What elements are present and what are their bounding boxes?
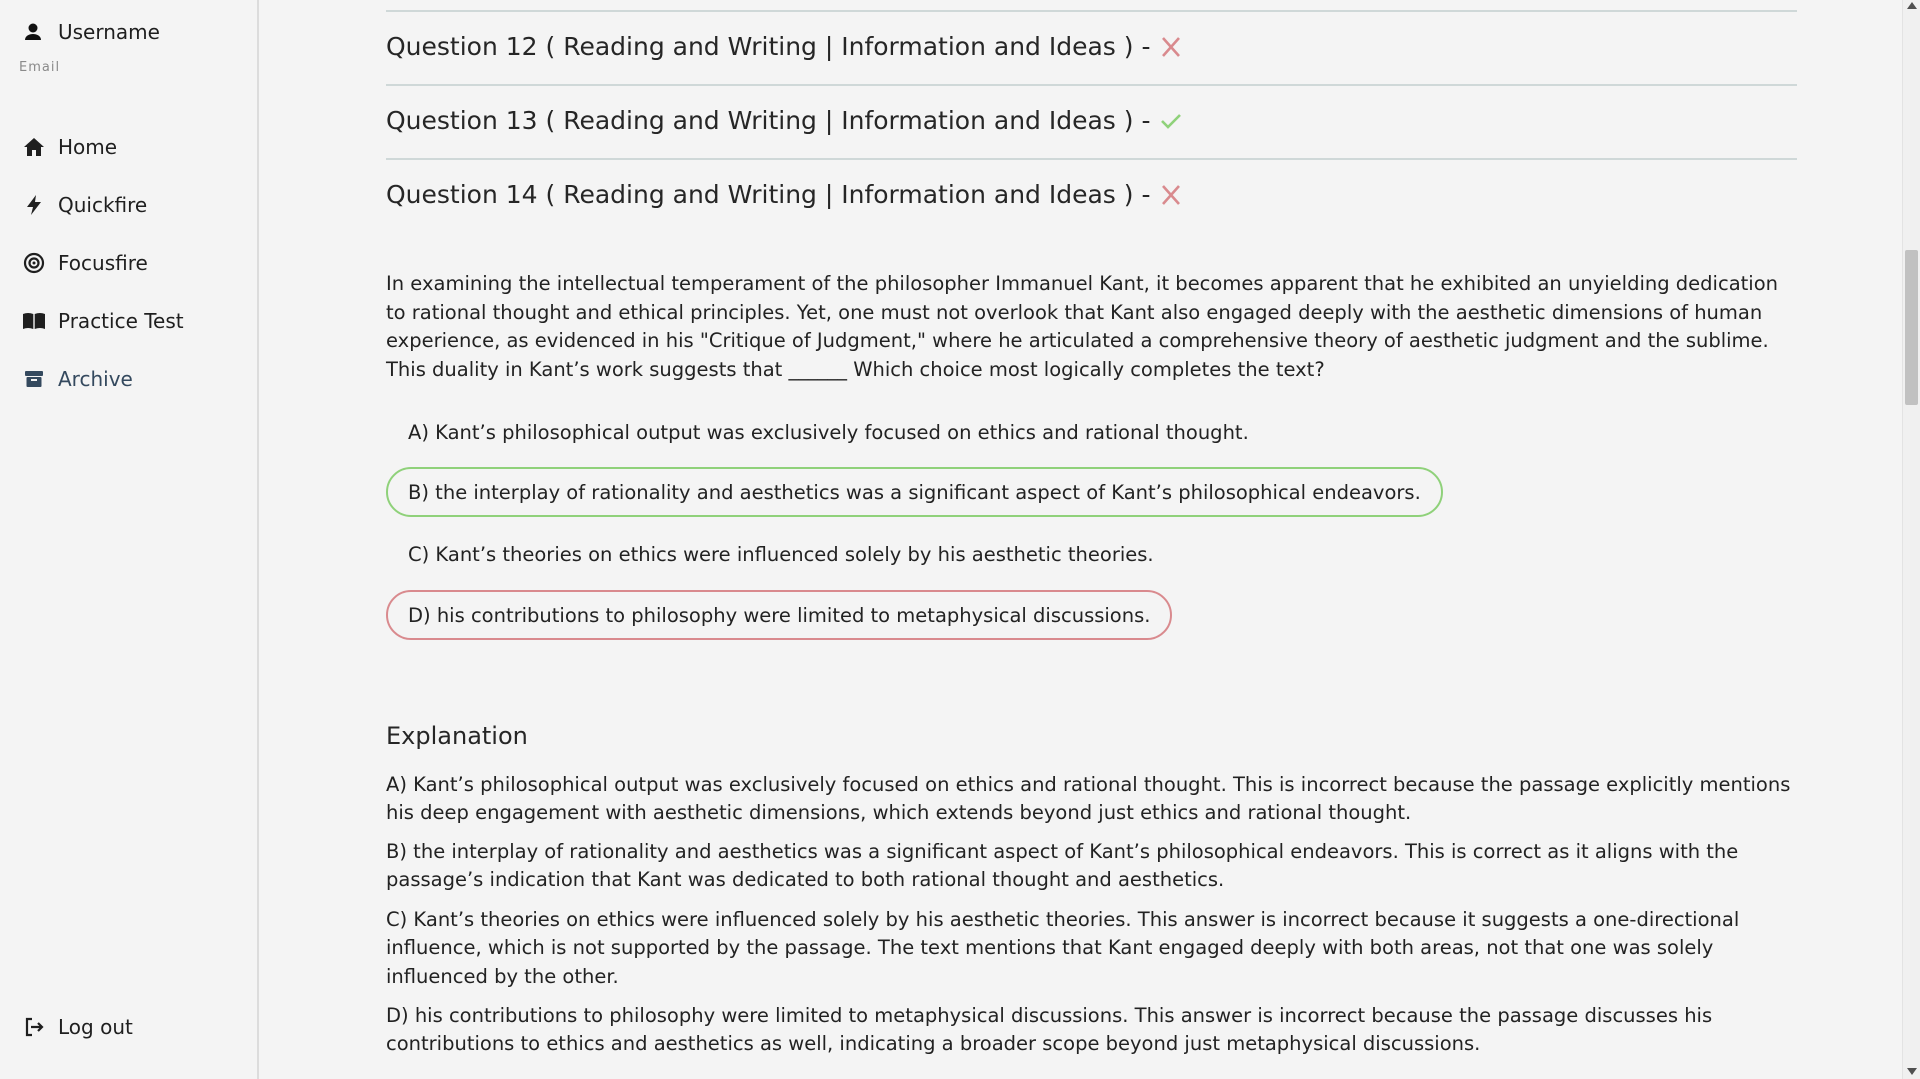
question-header-14[interactable]: [386, 180, 1183, 209]
scroll-down-arrow-icon[interactable]: [1907, 1068, 1917, 1075]
nav-item-practice-test[interactable]: [22, 309, 184, 333]
incorrect-icon: [1159, 183, 1183, 207]
archive-icon: [22, 367, 46, 391]
sidebar: [0, 0, 259, 1079]
target-icon: [22, 251, 46, 275]
explanation-heading: Explanation: [386, 722, 528, 750]
explanation-a: A) Kant’s philosophical output was exclusively focused on ethics and rational thought. This is incorrect because the passage explicitly mentions his deep engagement with aesthetic dimensions, which extends beyond just ethics and rational thought.: [386, 773, 1791, 825]
answer-choice-b[interactable]: [386, 467, 1443, 517]
question-header-12[interactable]: [386, 32, 1183, 61]
scrollbar[interactable]: [1902, 0, 1920, 1079]
nav-label-focusfire: Focusfire: [58, 251, 148, 275]
nav-label-home: Home: [58, 135, 118, 159]
home-icon: [22, 135, 46, 159]
nav-item-quickfire[interactable]: [22, 193, 147, 217]
explanation-b: B) the interplay of rationality and aesthetics was a significant aspect of Kant’s philosophical endeavors. This is correct as it aligns with the passage’s indication that Kant was dedicated to both rational thought and aesthetics.: [386, 840, 1739, 892]
nav-item-home[interactable]: [22, 135, 117, 159]
logout-icon: [22, 1015, 46, 1039]
choice-text: B) the interplay of rationality and aesthetics was a significant aspect of Kant’s philosophical endeavors.: [408, 480, 1421, 504]
book-icon: [22, 309, 46, 333]
answer-choice-c[interactable]: [386, 529, 1176, 579]
answer-choice-a[interactable]: [386, 407, 1271, 457]
choice-text: A) Kant’s philosophical output was exclusively focused on ethics and rational thought.: [408, 420, 1249, 444]
explanation-c: C) Kant’s theories on ethics were influenced solely by his aesthetic theories. This answer is incorrect because it suggests a one-directional influence, which is not supported by the passage. The text mentions that Kant engaged deeply with both areas, not that one was solely influenced by the other.: [386, 908, 1740, 988]
answer-choice-d[interactable]: [386, 590, 1172, 640]
logout-label: Log out: [58, 1015, 133, 1039]
nav-label-archive: Archive: [58, 367, 133, 391]
user-icon: [22, 21, 44, 43]
question-header-13[interactable]: [386, 106, 1183, 135]
choice-text: C) Kant’s theories on ethics were influenced solely by his aesthetic theories.: [408, 542, 1154, 566]
nav-item-focusfire[interactable]: [22, 251, 148, 275]
question-title: Question 13 ( Reading and Writing | Information and Ideas ) -: [386, 106, 1151, 135]
incorrect-icon: [1159, 35, 1183, 59]
nav-item-archive[interactable]: [22, 367, 133, 391]
choice-text: D) his contributions to philosophy were limited to metaphysical discussions.: [408, 603, 1151, 627]
lightning-icon: [22, 193, 46, 217]
explanation-d: D) his contributions to philosophy were limited to metaphysical discussions. This answer is incorrect because the passage discusses his contributions to ethics and aesthetics as well, indicating a broader scope beyond just metaphysical discussions.: [386, 1004, 1713, 1056]
scroll-up-arrow-icon[interactable]: [1907, 2, 1917, 9]
nav-label-quickfire: Quickfire: [58, 193, 148, 217]
scrollbar-thumb[interactable]: [1905, 250, 1918, 405]
divider: [386, 10, 1797, 12]
logout-button[interactable]: [22, 1015, 133, 1039]
question-passage: In examining the intellectual temperament of the philosopher Immanuel Kant, it becomes apparent that he exhibited an unyielding dedication to rational thought and ethical principles. Yet, one must not overlook that Kant also engaged deeply with the aesthetic dimensions of human experience, as evidenced in his "Critique of Judgment," where he articulated a comprehensive theory of aesthetic judgment and the sublime. This duality in Kant’s work suggests that ______ Which choice most logically completes the text?: [386, 272, 1778, 381]
question-title: Question 14 ( Reading and Writing | Information and Ideas ) -: [386, 180, 1151, 209]
user-profile[interactable]: [22, 20, 160, 44]
nav-label-practice-test: Practice Test: [58, 309, 184, 333]
username: Username: [58, 20, 160, 44]
divider: [386, 84, 1797, 86]
divider: [386, 158, 1797, 160]
user-email: Email: [19, 60, 61, 75]
correct-icon: [1159, 109, 1183, 133]
question-title: Question 12 ( Reading and Writing | Information and Ideas ) -: [386, 32, 1151, 61]
